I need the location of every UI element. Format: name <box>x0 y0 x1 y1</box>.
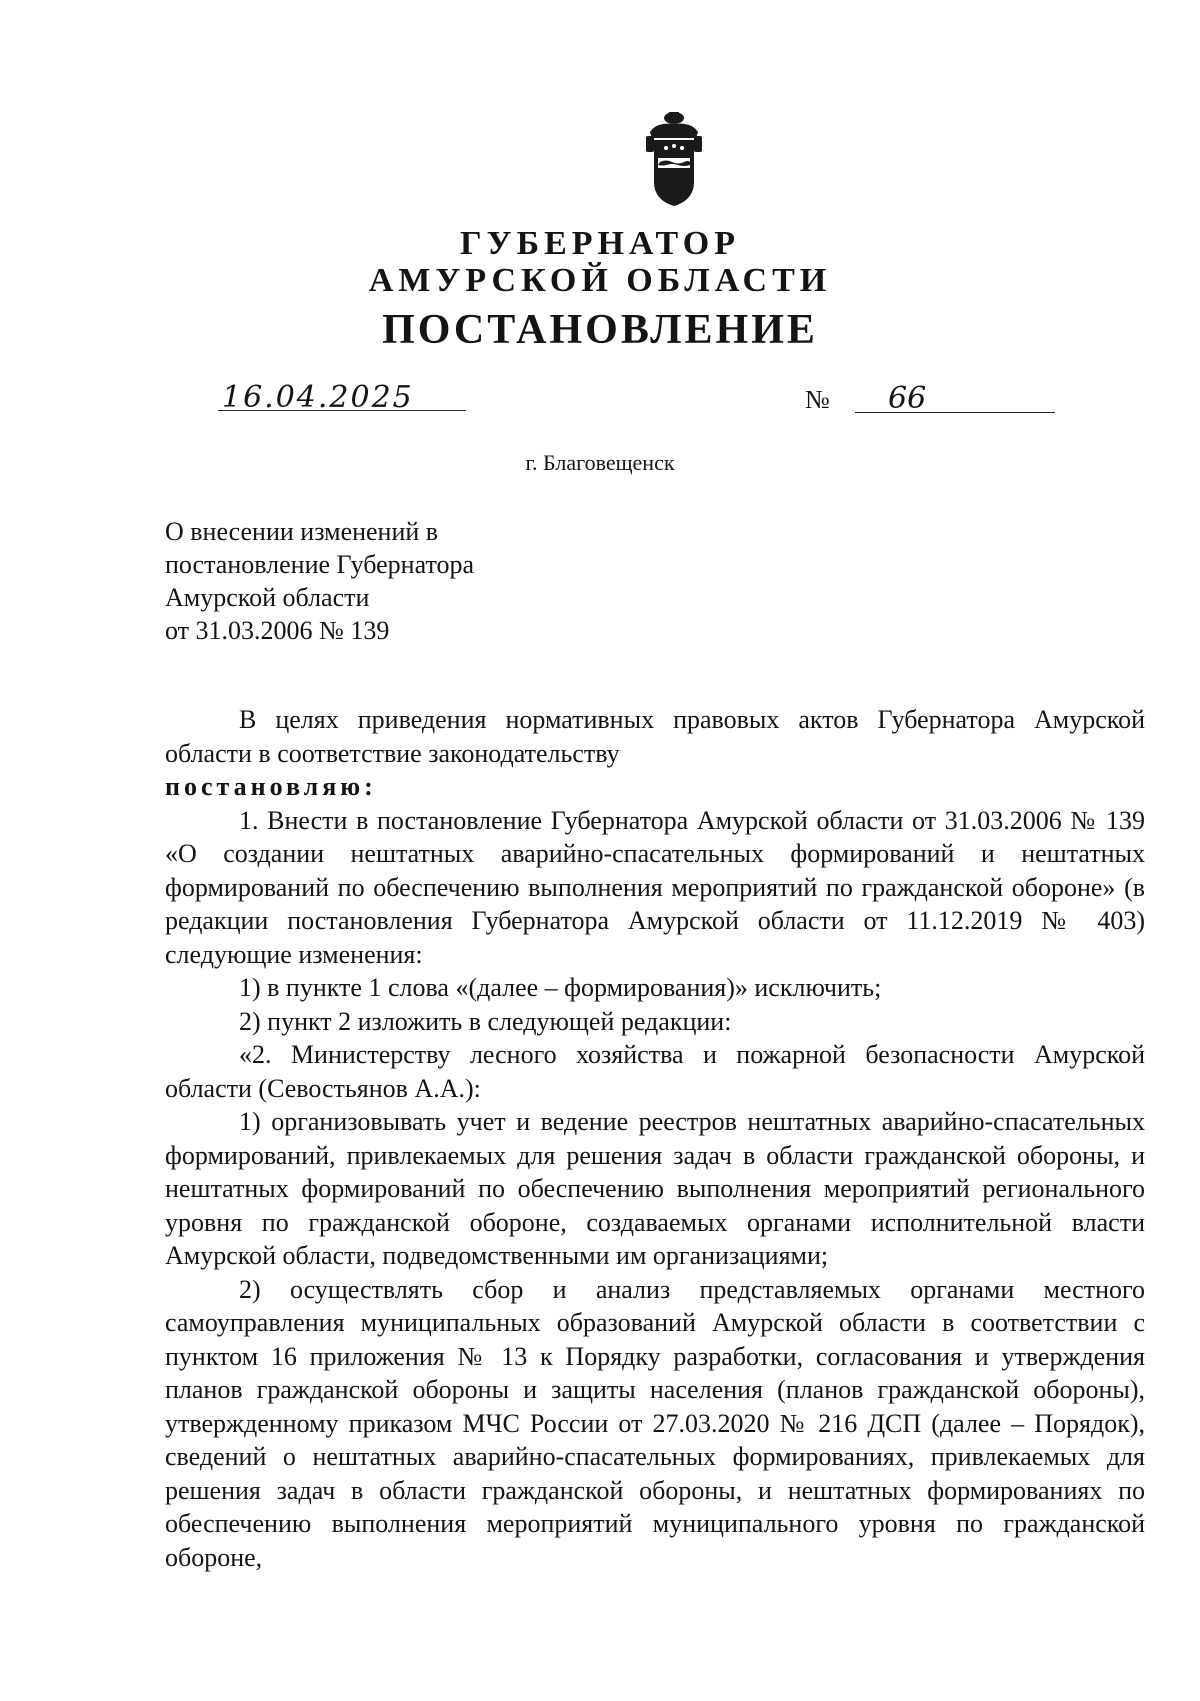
subject-block <box>165 515 474 647</box>
document-body <box>165 703 1145 1574</box>
body-paragraph: 1) организовывать учет и ведение реестров нештатных аварийно-спасательных формирований, привлекаемых для решения задач в области гражданской обороны, и нештатных формирований по обеспечению выполнения мероприятий регионального уровня по гражданской обороне, создаваемых органами исполнительной власти Амурской области, подведомственными им организациями; <box>165 1107 1145 1270</box>
document-number: 66 <box>888 381 927 416</box>
preamble-paragraph: В целях приведения нормативных правовых актов Губернатора Амурской области в соответствие законодательству <box>165 705 1145 768</box>
document-date: 16.04.2025 <box>222 380 414 415</box>
coat-of-arms-icon <box>636 110 712 210</box>
subject-line: Амурской области <box>165 583 370 612</box>
body-paragraph: «2. Министерству лесного хозяйства и пожарной безопасности Амурской области (Севостьянов А.А.): <box>165 1040 1145 1103</box>
authority-title-line2: АМУРСКОЙ ОБЛАСТИ <box>368 262 832 299</box>
city-line: г. Благовещенск <box>525 450 675 475</box>
number-underline <box>855 412 1055 413</box>
body-paragraph: 2) осуществлять сбор и анализ представляемых органами местного самоуправления муниципальных образований Амурской области в соответствии с пунктом 16 приложения № 13 к Порядку разработки, согласования и утверждения планов гражданской обороны и защиты населения (планов гражданской обороны), утвержденному приказом МЧС России от 27.03.2020 № 216 ДСП (далее – Порядок), сведений о нештатных аварийно-спасательных формированиях, привлекаемых для решения задач в области гражданской обороны, и нештатных формированиях по обеспечению выполнения мероприятий муниципального уровня по гражданской обороне, <box>165 1274 1145 1572</box>
body-paragraph: 1) в пункте 1 слова «(далее – формирования)» исключить; <box>239 973 882 1002</box>
subject-line: от 31.03.2006 № 139 <box>165 616 390 645</box>
subject-line: постановление Губернатора <box>165 550 475 579</box>
subject-line: О внесении изменений в <box>165 517 439 546</box>
authority-title-line1: ГУБЕРНАТОР <box>460 225 740 262</box>
body-paragraph: 2) пункт 2 изложить в следующей редакции: <box>239 1006 732 1036</box>
document-type-title: ПОСТАНОВЛЕНИЕ <box>382 307 818 353</box>
resolve-word: постановляю: <box>165 772 377 801</box>
number-label: № <box>805 385 830 414</box>
date-underline <box>218 410 466 411</box>
body-paragraph: 1. Внести в постановление Губернатора Амурской области от 31.03.2006 № 139 «О создании нештатных аварийно-спасательных формирований и нештатных формирований по обеспечению выполнения мероприятий по гражданской обороне» (в редакции постановления Губернатора Амурской области от 11.12.2019 № 403) следующие изменения: <box>165 805 1145 969</box>
